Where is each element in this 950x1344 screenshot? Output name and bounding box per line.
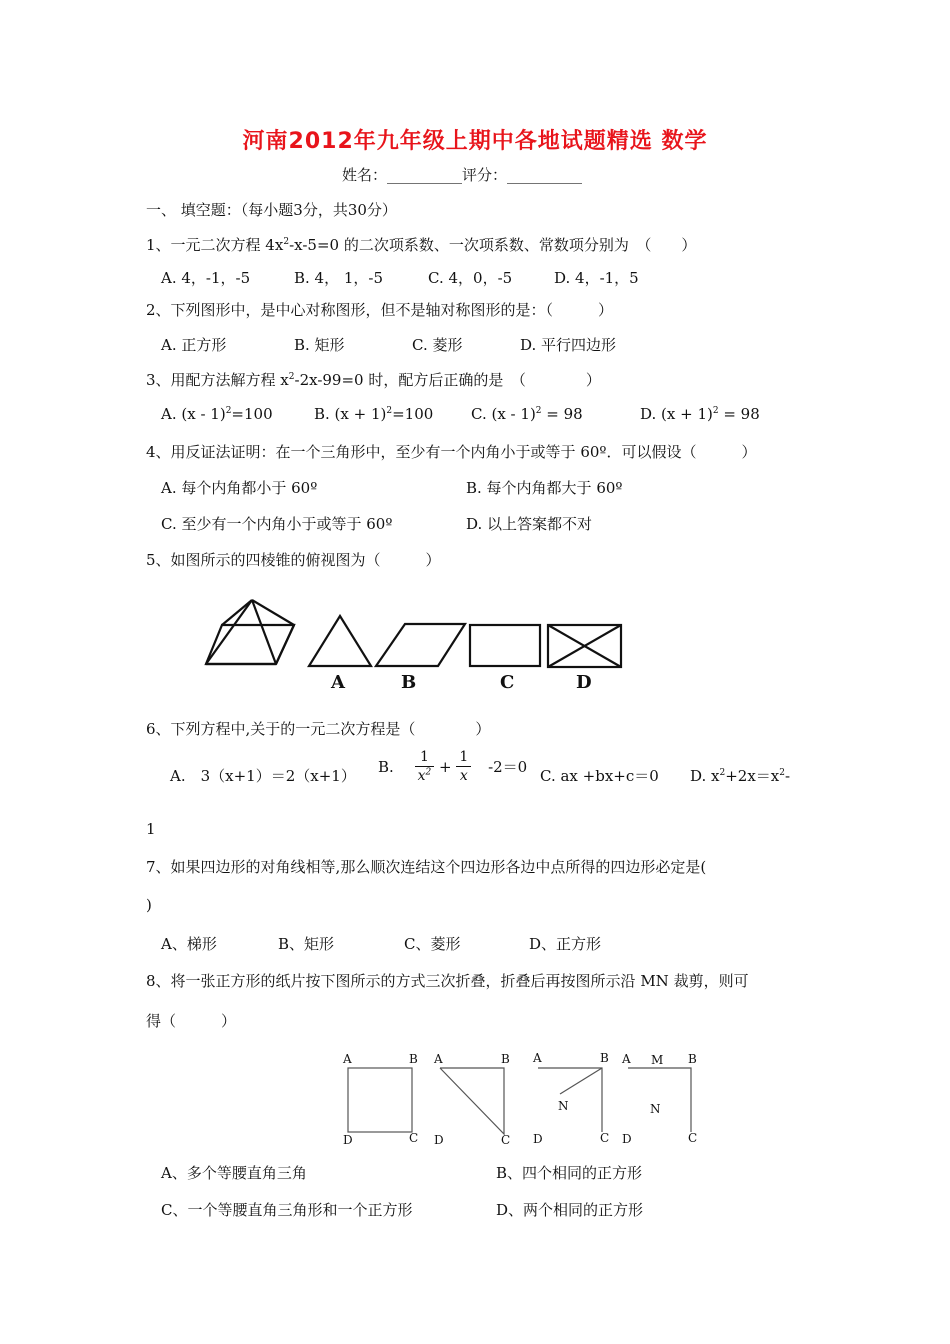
f2-label-b: B: [501, 1052, 510, 1066]
f3-label-d: D: [533, 1132, 543, 1146]
question-5-stem: 5、如图所示的四棱锥的俯视图为（ ）: [146, 551, 441, 569]
f3-label-c: C: [600, 1131, 610, 1145]
q2-option-a: A. 正方形: [161, 336, 227, 354]
q1-option-b: B. 4， 1，-5: [294, 269, 384, 287]
q6-option-d: D. $x^2+2x=x^2-$: [690, 767, 791, 785]
f4-label-m: M: [651, 1053, 664, 1067]
f2-label-a: A: [434, 1052, 443, 1066]
fig5-label-b: B: [401, 672, 417, 693]
q3-option-b: B. $(x + 1)^2=100$: [314, 405, 434, 423]
f1-label-d: D: [343, 1133, 353, 1147]
q3-option-d: D. $(x + 1)^2 = 98$: [640, 405, 760, 423]
question-3-stem: 3、用配方法解方程 $x^2-2x-99=0$ 时，配方后正确的是 （ ）: [146, 371, 601, 389]
section-heading: 一、 填空题：（每小题3分，共30分）: [146, 201, 397, 219]
fig5-label-a: A: [331, 672, 345, 693]
fig5-label-d: D: [576, 672, 592, 693]
q7-option-a: A、梯形: [161, 935, 217, 953]
q7-option-c: C、菱形: [404, 935, 461, 953]
q1-option-d: D. 4，-1，5: [554, 269, 639, 287]
question-8-stem-line1: 8、将一张正方形的纸片按下图所示的方式三次折叠，折叠后再按图所示沿 MN 裁剪，则可: [146, 972, 749, 990]
f4-label-c: C: [688, 1131, 698, 1145]
q6-option-d-wrap: 1: [146, 820, 156, 838]
folding-figure: [330, 1048, 710, 1148]
f4-label-d: D: [622, 1132, 632, 1146]
q8-option-d: D、两个相同的正方形: [496, 1201, 644, 1219]
f1-label-c: C: [409, 1131, 419, 1145]
option-b-parallelogram: [376, 624, 465, 666]
q3-option-c: C. (x - 1)$^2$ = 98: [471, 405, 583, 423]
f4-label-a: A: [622, 1052, 631, 1066]
score-label: 评分：: [462, 166, 508, 184]
fold-step-1-square: [348, 1068, 412, 1132]
q1-option-c: C. 4，0，-5: [428, 269, 513, 287]
f3-label-a: A: [533, 1051, 542, 1065]
q7-option-b: B、矩形: [278, 935, 335, 953]
question-7-stem-line2: ): [146, 896, 152, 914]
name-label: 姓名：: [342, 166, 388, 184]
f2-label-d: D: [434, 1133, 444, 1147]
q8-option-b: B、四个相同的正方形: [496, 1164, 643, 1182]
score-blank: __________: [507, 166, 583, 184]
option-a-triangle: [309, 616, 371, 666]
question-6-stem: 6、下列方程中,关于的一元二次方程是（ ）: [146, 720, 491, 738]
f1-label-b: B: [409, 1052, 418, 1066]
question-1-stem: 1、一元二次方程 $4x^2-x-5=0$ 的二次项系数、一次项系数、常数项分别为 （ ）: [146, 236, 697, 254]
q3-option-a: A. (x - 1)$^2$=100: [161, 405, 273, 423]
q4-option-d: D. 以上答案都不对: [466, 515, 593, 533]
q7-option-d: D、正方形: [529, 935, 602, 953]
option-c-rectangle: [470, 625, 540, 666]
name-score-line: [342, 164, 582, 185]
f3-label-b: B: [600, 1051, 609, 1065]
q1-option-a: A. 4，-1，-5: [161, 269, 251, 287]
q6-option-a: A. 3（x+1）＝2（x+1）: [170, 767, 356, 785]
pyramid-figure: [200, 592, 640, 697]
name-blank: __________: [387, 166, 463, 184]
q2-option-b: B. 矩形: [294, 336, 345, 354]
question-4-stem: 4、用反证法证明：在一个三角形中，至少有一个内角小于或等于 60º．可以假设（ ）: [146, 443, 757, 461]
q4-option-a: A. 每个内角都小于 60º: [161, 479, 318, 497]
question-7-stem-line1: 7、如果四边形的对角线相等,那么顺次连结这个四边形各边中点所得的四边形必定是(: [146, 858, 707, 876]
q4-option-c: C. 至少有一个内角小于或等于 60º: [161, 515, 393, 533]
fraction-1-over-x-squared: $\frac{1}{x^2}$: [415, 748, 435, 785]
fold-step-3-shape: [538, 1068, 602, 1132]
q6-option-c: C. ax +bx+c＝0: [540, 767, 659, 785]
f1-label-a: A: [343, 1052, 352, 1066]
f4-label-b: B: [688, 1052, 697, 1066]
q8-option-c: C、一个等腰直角三角形和一个正方形: [161, 1201, 413, 1219]
q6-option-b: B. $\frac{1}{x^2}$ + $\frac{1}{x}$ -2＝0: [378, 749, 528, 784]
q2-option-c: C. 菱形: [412, 336, 463, 354]
q2-option-d: D. 平行四边形: [520, 336, 617, 354]
page-title: 河南2012年九年级上期中各地试题精选 数学: [242, 129, 708, 154]
fraction-1-over-x: $\frac{1}{x}$: [456, 748, 471, 785]
q8-option-a: A、多个等腰直角三角: [161, 1164, 307, 1182]
fold-step-2-triangle: [440, 1068, 504, 1134]
q4-option-b: B. 每个内角都大于 60º: [466, 479, 623, 497]
question-8-stem-line2: 得（ ）: [146, 1012, 237, 1030]
f4-label-n: N: [650, 1102, 661, 1116]
fig5-label-c: C: [500, 672, 515, 693]
fold-step-4-shape: [628, 1068, 691, 1132]
f3-label-n: N: [558, 1099, 569, 1113]
f2-label-c: C: [501, 1133, 511, 1147]
question-2-stem: 2、下列图形中，是中心对称图形，但不是轴对称图形的是：（ ）: [146, 301, 614, 319]
